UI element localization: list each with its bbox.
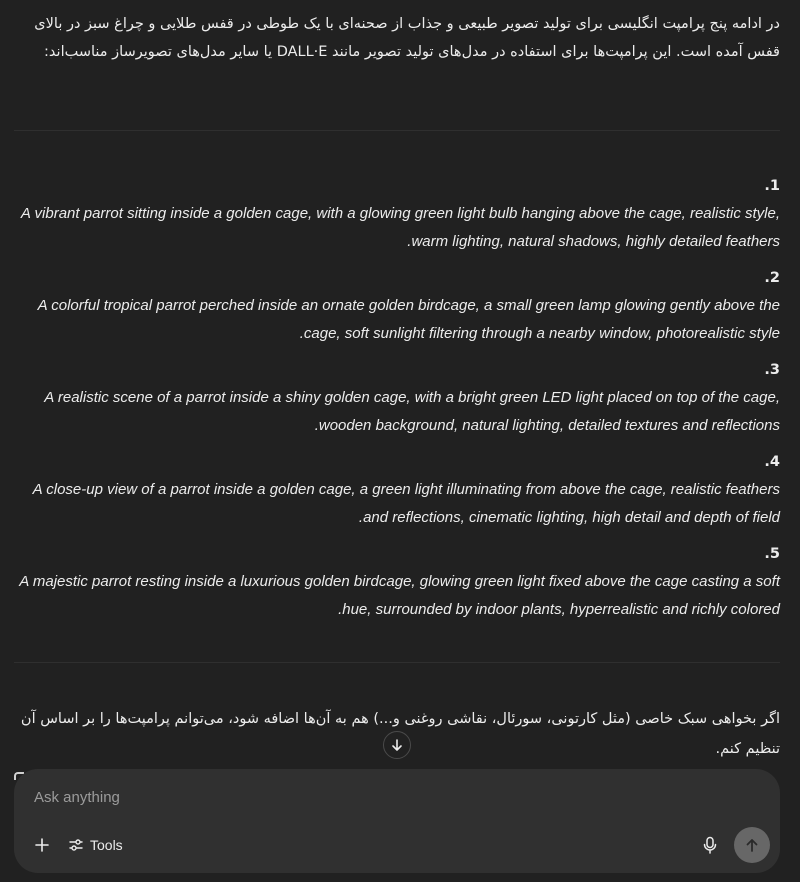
tools-label: Tools xyxy=(90,837,123,853)
list-item xyxy=(14,172,780,256)
arrow-up-icon xyxy=(744,837,760,853)
prompt-list xyxy=(14,172,780,632)
prompt-number: 2. xyxy=(764,270,780,286)
prompt-text: A close-up view of a parrot inside a golden cage, a green light illuminating from above the cage, realistic feathers and reflections, cinematic lighting, high detail and depth of field. xyxy=(32,481,780,526)
prompt-number: 1. xyxy=(764,178,780,194)
assistant-intro-text: در ادامه پنج پرامپت انگلیسی برای تولید تصویر طبیعی و جذاب از صحنه‌ای با یک طوطی در قفس طلایی و چراغ سبز در بالای قفس آمده است. این پرامپت‌ها برای استفاده در مدل‌های تولید تصویر مانند DALL·E یا سایر مدل‌های تصویرساز مناسب‌اند: xyxy=(34,16,780,60)
sliders-icon xyxy=(68,837,84,853)
microphone-icon xyxy=(702,836,718,854)
prompt-text: A vibrant parrot sitting inside a golden cage, with a glowing green light bulb hanging above the cage, realistic style, warm lighting, natural shadows, highly detailed feathers. xyxy=(20,205,780,250)
scroll-down-button[interactable] xyxy=(383,731,411,759)
prompt-number: 5. xyxy=(764,546,780,562)
divider-top xyxy=(14,130,780,131)
send-button[interactable] xyxy=(734,827,770,863)
prompt-number: 3. xyxy=(764,362,780,378)
assistant-outro-text: اگر بخواهی سبک خاصی (مثل کارتونی، سورئال، نقاشی روغنی و...) هم به آن‌ها اضافه شود، می‌توانم پرامپت‌ها را بر اساس آن تنظیم کنم. xyxy=(20,711,780,757)
add-attachment-button[interactable] xyxy=(30,833,54,857)
prompt-text: A majestic parrot resting inside a luxurious golden birdcage, glowing green light fixed above the cage casting a soft hue, surrounded by indoor plants, hyperrealistic and richly colored. xyxy=(19,573,780,618)
plus-icon xyxy=(34,837,50,853)
divider-bottom xyxy=(14,662,780,663)
tools-button[interactable] xyxy=(68,833,123,857)
prompt-text: A realistic scene of a parrot inside a shiny golden cage, with a bright green LED light placed on top of the cage, wooden background, natural lighting, detailed textures and reflections. xyxy=(44,389,780,434)
list-item xyxy=(14,540,780,624)
dictate-button[interactable] xyxy=(698,833,722,857)
list-item xyxy=(14,264,780,348)
composer xyxy=(14,769,780,873)
prompt-text: A colorful tropical parrot perched inside an ornate golden birdcage, a small green lamp glowing gently above the cage, soft sunlight filtering through a nearby window, photorealistic style. xyxy=(37,297,780,342)
message-input[interactable]: Ask anything xyxy=(34,789,120,806)
arrow-down-icon xyxy=(390,738,404,752)
prompt-number: 4. xyxy=(764,454,780,470)
list-item xyxy=(14,356,780,440)
list-item xyxy=(14,448,780,532)
